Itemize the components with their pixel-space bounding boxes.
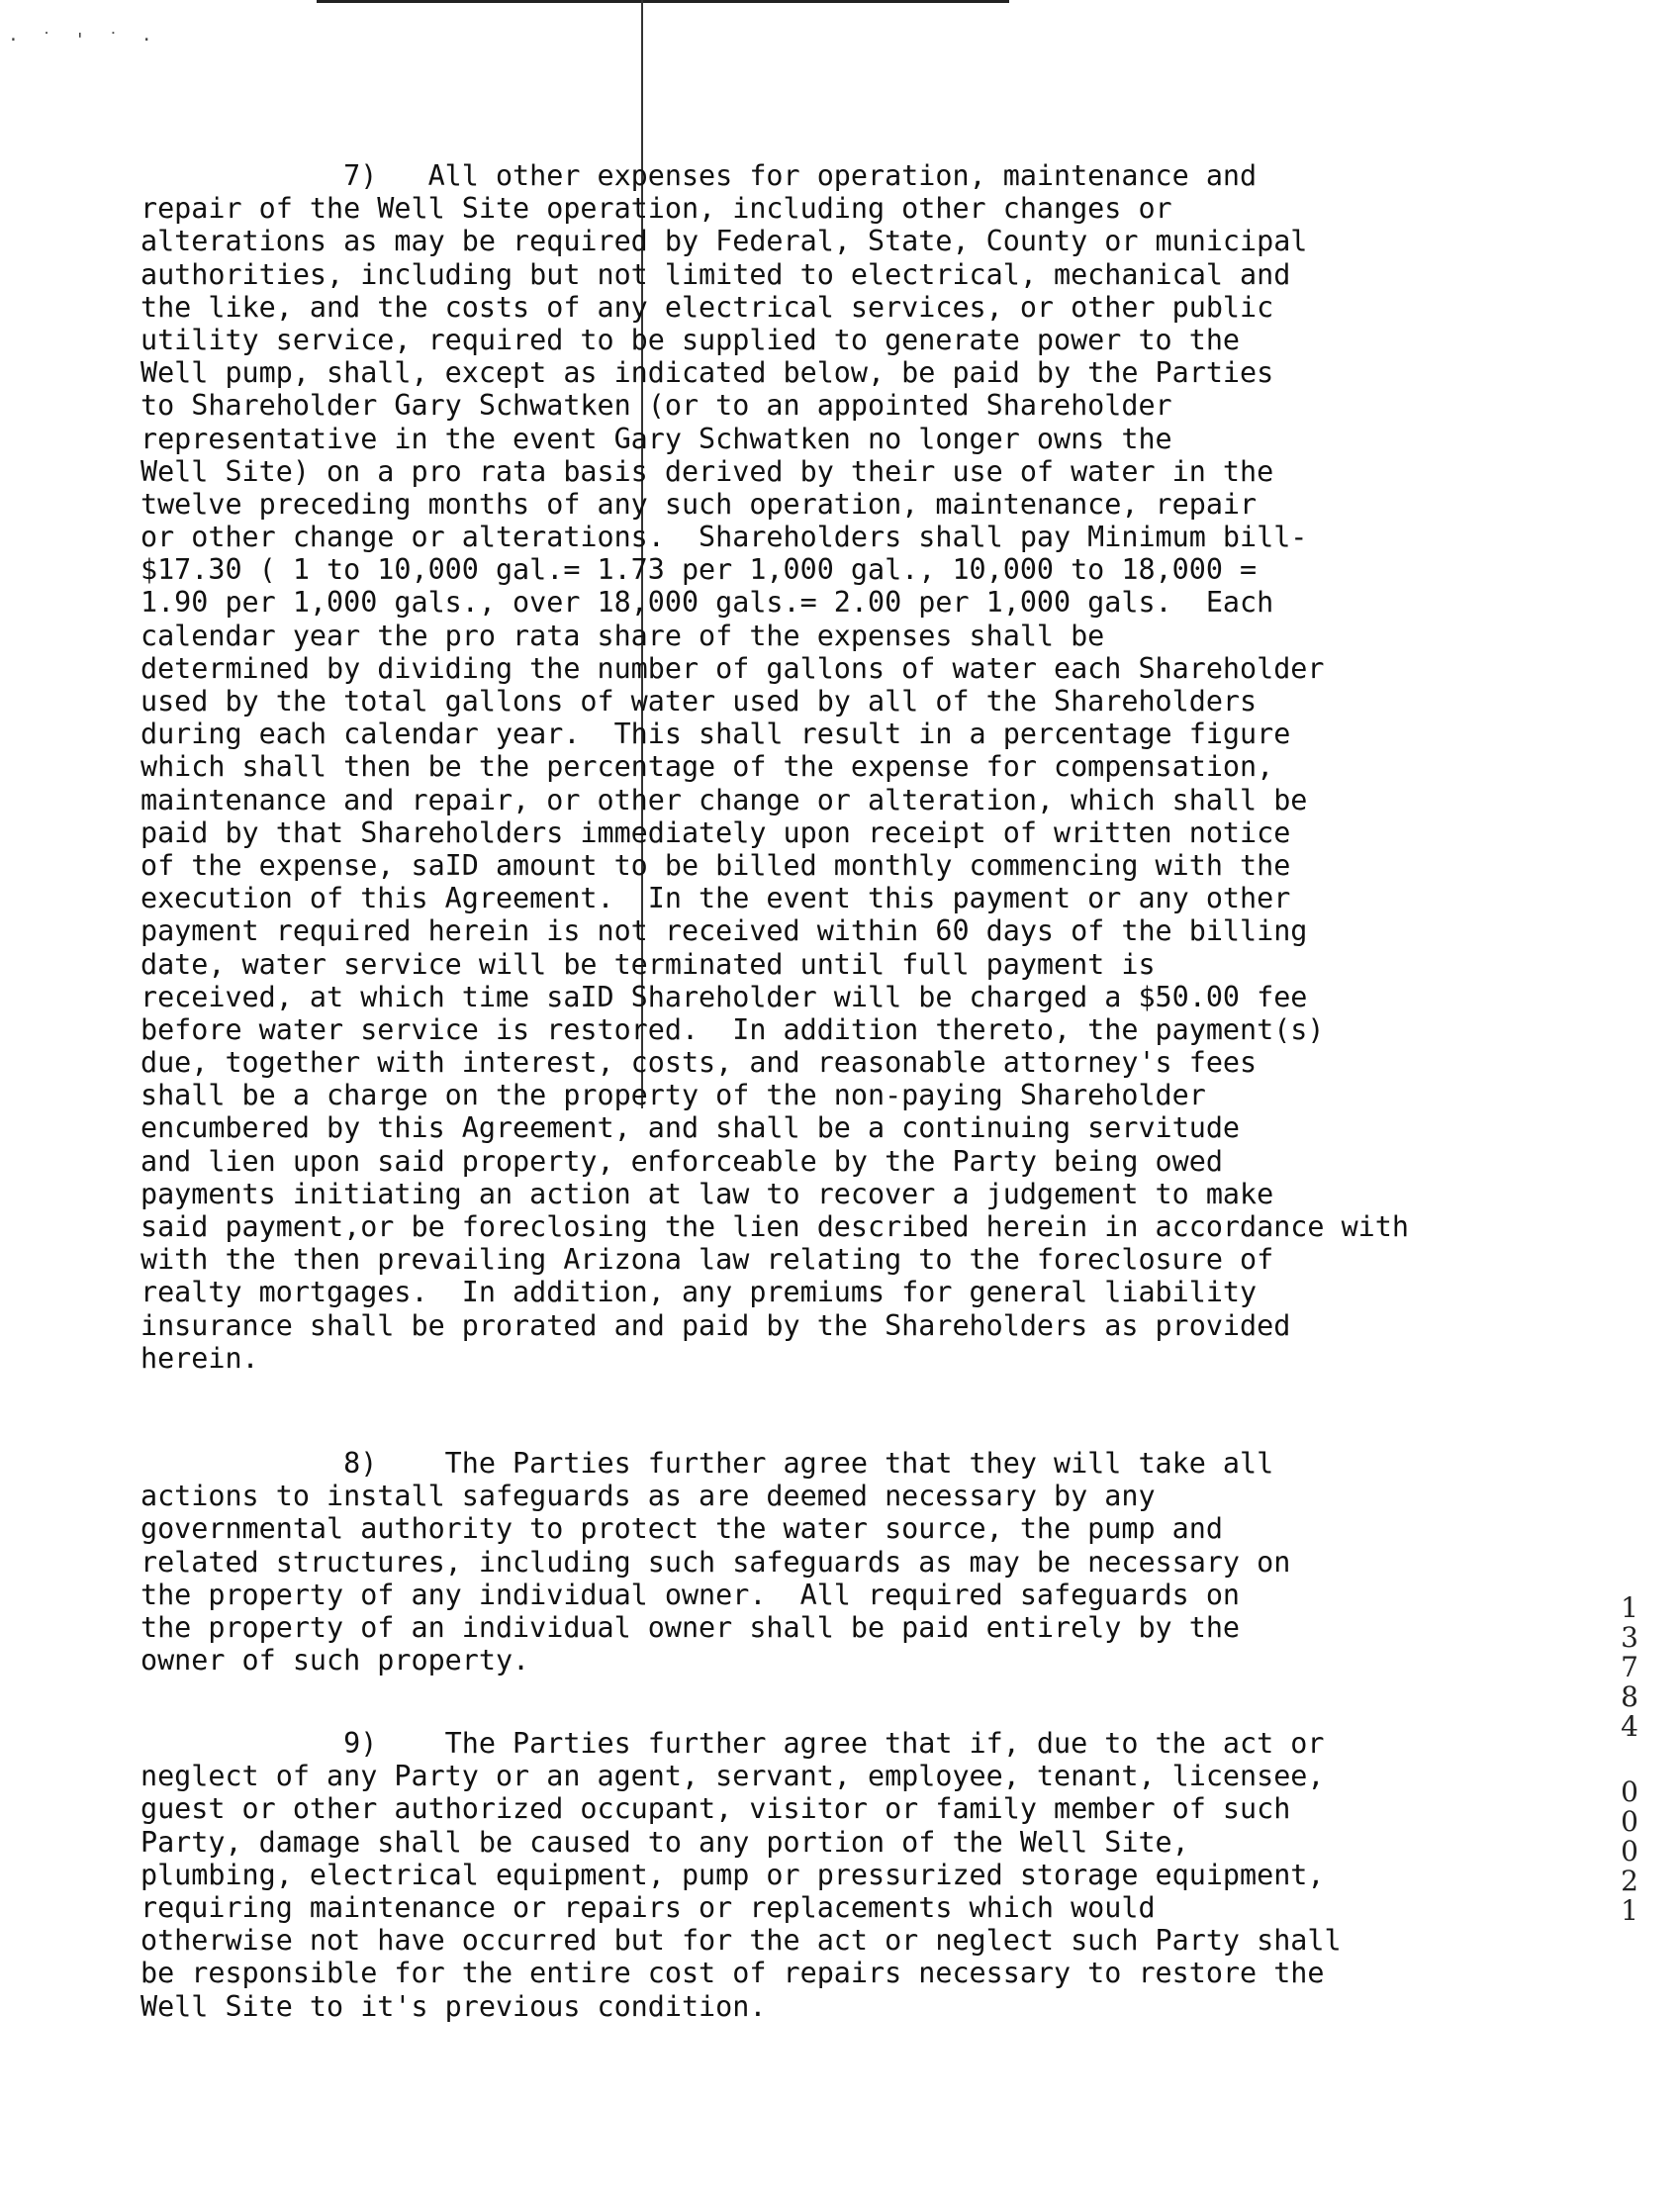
text-line: otherwise not have occurred but for the act or neglect such Party shall bbox=[140, 1924, 1342, 1958]
text-line: repair of the Well Site operation, including other changes or bbox=[140, 192, 1172, 226]
text-line: utility service, required to be supplied to generate power to the bbox=[140, 323, 1241, 356]
recording-digit: 8 bbox=[1621, 1680, 1638, 1713]
text-line: of the expense, saID amount to be billed monthly commencing with the bbox=[140, 848, 1291, 882]
text-line: with the then prevailing Arizona law relating to the foreclosure of bbox=[140, 1243, 1274, 1277]
text-line: date, water service will be terminated until full payment is bbox=[140, 947, 1156, 981]
text-line: authorities, including but not limited to electrical, mechanical and bbox=[140, 257, 1291, 291]
text-line: paid by that Shareholders immediately upon receipt of written notice bbox=[140, 815, 1291, 849]
text-line: or other change or alterations. Shareholders shall pay Minimum bill- bbox=[140, 521, 1308, 554]
recording-digit: 1 bbox=[1621, 1591, 1638, 1624]
text-line: 1.90 per 1,000 gals., over 18,000 gals.= 2.00 per 1,000 gals. Each bbox=[140, 586, 1274, 620]
text-line: Well pump, shall, except as indicated below, be paid by the Parties bbox=[140, 356, 1274, 390]
text-line: requiring maintenance or repairs or replacements which would bbox=[140, 1890, 1156, 1924]
text-line: Party, damage shall be caused to any portion of the Well Site, bbox=[140, 1825, 1189, 1859]
paragraph-9 bbox=[140, 1727, 1644, 2023]
recording-number-book bbox=[1615, 1593, 1644, 1742]
text-line: execution of this Agreement. In the event this payment or any other bbox=[140, 882, 1291, 915]
recording-digit: 1 bbox=[1621, 1894, 1638, 1927]
text-line: owner of such property. bbox=[140, 1644, 530, 1677]
recording-number-page bbox=[1615, 1777, 1644, 1926]
text-line: the property of an individual owner shall be paid entirely by the bbox=[140, 1610, 1241, 1644]
paragraph-7 bbox=[140, 159, 1644, 1375]
text-line: during each calendar year. This shall result in a percentage figure bbox=[140, 718, 1291, 751]
text-line: shall be a charge on the property of the non-paying Shareholder bbox=[140, 1079, 1206, 1112]
recording-digit: 0 bbox=[1621, 1775, 1638, 1808]
text-line: herein. bbox=[140, 1341, 259, 1375]
text-line: due, together with interest, costs, and reasonable attorney's fees bbox=[140, 1046, 1258, 1080]
text-line: alterations as may be required by Federal, State, County or municipal bbox=[140, 225, 1308, 258]
text-line: 9) The Parties further agree that if, due to the act or bbox=[140, 1727, 1325, 1760]
text-line: the property of any individual owner. All required safeguards on bbox=[140, 1578, 1241, 1611]
text-line: twelve preceding months of any such operation, maintenance, repair bbox=[140, 487, 1258, 521]
recording-digit: 3 bbox=[1621, 1621, 1638, 1654]
text-line: the like, and the costs of any electrical services, or other public bbox=[140, 290, 1274, 324]
scan-specks: · ˙ ' ˙ · bbox=[8, 30, 158, 50]
text-line: actions to install safeguards as are deemed necessary by any bbox=[140, 1480, 1156, 1513]
recording-digit: 4 bbox=[1621, 1710, 1638, 1743]
text-line: governmental authority to protect the water source, the pump and bbox=[140, 1512, 1223, 1546]
text-line: to Shareholder Gary Schwatken (or to an appointed Shareholder bbox=[140, 389, 1172, 423]
text-line: received, at which time saID Shareholder will be charged a $50.00 fee bbox=[140, 980, 1308, 1013]
text-line: before water service is restored. In addition thereto, the payment(s) bbox=[140, 1012, 1325, 1046]
recording-digit: 0 bbox=[1621, 1835, 1638, 1868]
text-line: guest or other authorized occupant, visitor or family member of such bbox=[140, 1792, 1291, 1826]
text-line: related structures, including such safeguards as may be necessary on bbox=[140, 1545, 1291, 1579]
text-line: plumbing, electrical equipment, pump or pressurized storage equipment, bbox=[140, 1858, 1325, 1891]
text-line: representative in the event Gary Schwatken no longer owns the bbox=[140, 422, 1172, 455]
text-line: $17.30 ( 1 to 10,000 gal.= 1.73 per 1,000 gal., 10,000 to 18,000 = bbox=[140, 553, 1258, 587]
text-line: 8) The Parties further agree that they will take all bbox=[140, 1447, 1274, 1480]
text-line: be responsible for the entire cost of repairs necessary to restore the bbox=[140, 1957, 1325, 1990]
text-line: and lien upon said property, enforceable by the Party being owed bbox=[140, 1144, 1223, 1178]
text-line: 7) All other expenses for operation, maintenance and bbox=[140, 159, 1258, 192]
text-line: determined by dividing the number of gallons of water each Shareholder bbox=[140, 651, 1325, 685]
text-line: Well Site to it's previous condition. bbox=[140, 1989, 767, 2023]
text-line: realty mortgages. In addition, any premiums for general liability bbox=[140, 1276, 1258, 1309]
text-line: said payment,or be foreclosing the lien described herein in accordance with bbox=[140, 1210, 1409, 1243]
text-line: maintenance and repair, or other change or alteration, which shall be bbox=[140, 783, 1308, 816]
text-line: which shall then be the percentage of the expense for compensation, bbox=[140, 750, 1274, 784]
recording-number bbox=[1615, 1593, 1644, 1926]
text-line: payment required herein is not received within 60 days of the billing bbox=[140, 914, 1308, 948]
scan-artifact-top-line bbox=[317, 0, 1009, 3]
paragraph-8 bbox=[140, 1447, 1644, 1676]
text-line: insurance shall be prorated and paid by the Shareholders as provided bbox=[140, 1308, 1291, 1342]
text-line: neglect of any Party or an agent, servant, employee, tenant, licensee, bbox=[140, 1760, 1325, 1793]
text-line: encumbered by this Agreement, and shall be a continuing servitude bbox=[140, 1111, 1241, 1145]
text-line: calendar year the pro rata share of the expenses shall be bbox=[140, 619, 1105, 652]
text-line: Well Site) on a pro rata basis derived by their use of water in the bbox=[140, 454, 1274, 488]
recording-digit: 0 bbox=[1621, 1805, 1638, 1838]
text-line: payments initiating an action at law to recover a judgement to make bbox=[140, 1177, 1274, 1210]
recording-digit: 7 bbox=[1621, 1651, 1638, 1683]
text-line: used by the total gallons of water used by all of the Shareholders bbox=[140, 685, 1258, 718]
recording-digit: 2 bbox=[1621, 1865, 1638, 1897]
